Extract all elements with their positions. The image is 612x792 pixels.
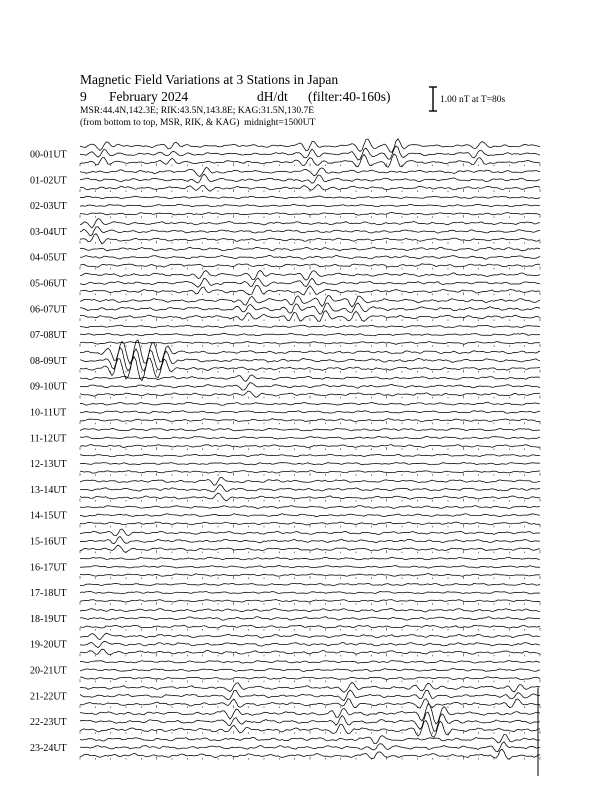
trace-msr: [80, 139, 540, 152]
trace-msr: [80, 454, 540, 457]
trace-msr: [80, 196, 540, 199]
trace-rik: [80, 383, 540, 390]
trace-msr: [80, 557, 540, 560]
hour-label: 19-20UT: [30, 639, 67, 651]
trace-msr: [80, 168, 540, 177]
hour-label: 03-04UT: [30, 226, 67, 238]
trace-msr: [80, 478, 540, 486]
trace-rik: [80, 566, 540, 569]
trace-kag: [80, 522, 540, 525]
hour-label: 01-02UT: [30, 175, 67, 187]
trace-kag: [80, 649, 540, 654]
hour-label: 08-09UT: [30, 355, 67, 367]
quantity-label: dH/dt: [257, 89, 288, 104]
date-day: 9: [80, 89, 87, 104]
trace-msr: [80, 633, 540, 640]
hour-label: 09-10UT: [30, 381, 67, 393]
midnight-note: midnight=1500UT: [244, 118, 316, 128]
trace-kag: [80, 471, 540, 474]
hour-label: 07-08UT: [30, 330, 67, 342]
order-note: (from bottom to top, MSR, RIK, & KAG): [80, 118, 240, 128]
trace-rik: [80, 204, 540, 207]
trace-msr: [80, 219, 540, 228]
hour-label: 00-01UT: [30, 149, 67, 161]
trace-rik: [80, 411, 540, 414]
trace-msr: [80, 583, 540, 586]
trace-msr: [80, 270, 540, 280]
trace-kag: [80, 574, 540, 577]
trace-rik: [80, 591, 540, 594]
trace-kag: [80, 185, 540, 192]
trace-kag: [80, 445, 540, 448]
trace-kag: [80, 677, 540, 680]
hour-label: 15-16UT: [30, 536, 67, 548]
trace-rik: [80, 641, 540, 647]
hour-label: 13-14UT: [30, 484, 67, 496]
trace-msr: [80, 682, 540, 692]
trace-kag: [80, 600, 540, 603]
trace-rik: [80, 617, 540, 620]
trace-rik: [80, 514, 540, 517]
trace-msr: [80, 325, 540, 328]
scale-label: 1.00 nT at T=80s: [440, 95, 506, 105]
hour-label: 14-15UT: [30, 510, 67, 522]
hour-label: 21-22UT: [30, 691, 67, 703]
trace-msr: [80, 402, 540, 405]
hour-label: 22-23UT: [30, 717, 67, 729]
hour-label: 04-05UT: [30, 252, 67, 264]
trace-msr: [80, 506, 540, 509]
hour-labels: [30, 150, 67, 754]
date-month-year: February 2024: [109, 89, 189, 104]
chart-title: Magnetic Field Variations at 3 Stations in Japan: [80, 72, 339, 87]
hour-label: 18-19UT: [30, 613, 67, 625]
hour-label: 12-13UT: [30, 459, 67, 471]
hour-label: 05-06UT: [30, 278, 67, 290]
trace-rik: [80, 484, 540, 491]
trace-rik: [80, 437, 540, 440]
hour-label: 17-18UT: [30, 588, 67, 600]
trace-rik: [80, 742, 540, 752]
trace-kag: [80, 721, 540, 738]
trace-rik: [80, 462, 540, 464]
hour-label: 20-21UT: [30, 665, 67, 677]
trace-rik: [80, 174, 540, 183]
trace-msr: [80, 529, 540, 536]
trace-msr: [80, 295, 540, 307]
trace-rik: [80, 690, 540, 701]
hour-label: 11-12UT: [30, 433, 67, 445]
trace-rik: [80, 669, 540, 672]
station-coordinates: MSR:44.4N,142.3E; RIK:43.5N,143.8E; KAG:31.5N,130.7E: [80, 106, 315, 116]
hour-label: 06-07UT: [30, 304, 67, 316]
trace-rik: [80, 227, 540, 236]
hour-label: 10-11UT: [30, 407, 67, 419]
trace-msr: [80, 609, 540, 612]
trace-rik: [80, 255, 540, 259]
trace-msr: [80, 428, 540, 431]
trace-msr: [80, 660, 540, 663]
filter-label: (filter:40-160s): [308, 89, 391, 104]
trace-rik: [80, 333, 540, 336]
trace-msr: [80, 247, 540, 251]
hour-label: 16-17UT: [30, 562, 67, 574]
trace-rik: [80, 536, 540, 543]
hour-label: 02-03UT: [30, 201, 67, 213]
trace-rik: [80, 712, 540, 731]
hour-label: 23-24UT: [30, 742, 67, 754]
trace-kag: [80, 213, 540, 216]
trace-rik: [80, 303, 540, 315]
trace-msr: [80, 734, 540, 743]
trace-msr: [80, 375, 540, 382]
